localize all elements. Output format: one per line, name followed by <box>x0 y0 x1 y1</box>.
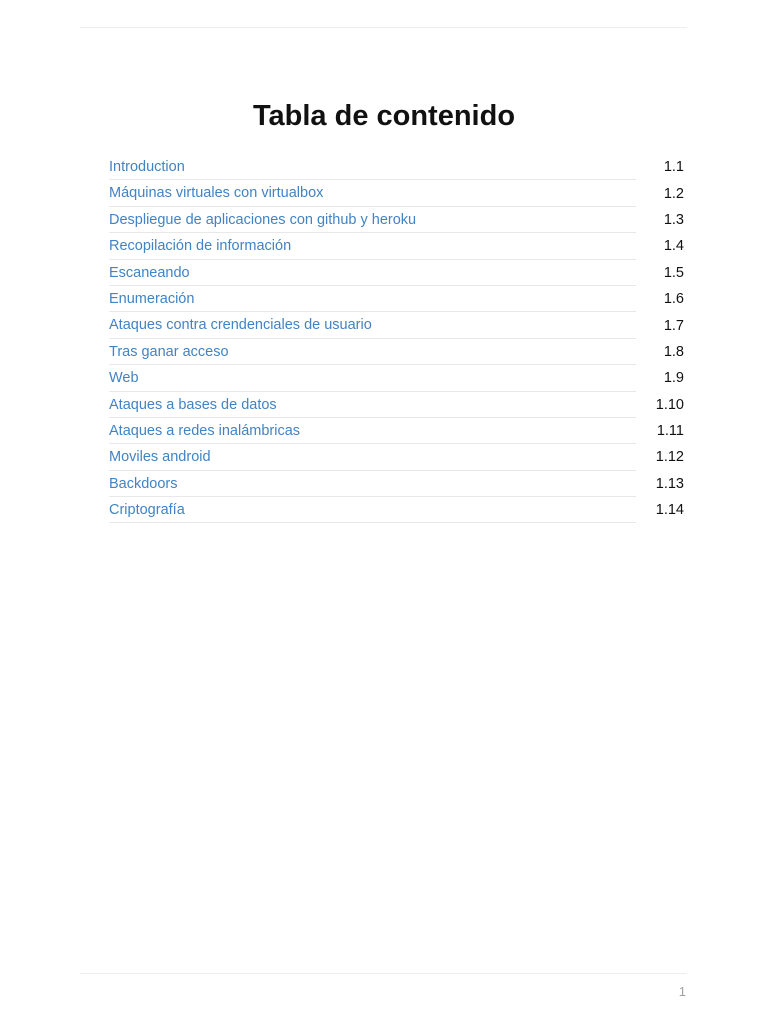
toc-row <box>109 312 684 338</box>
toc-row <box>109 260 684 286</box>
toc-row <box>109 233 684 259</box>
toc-row <box>109 365 684 391</box>
toc-section-number: 1.13 <box>655 475 684 492</box>
toc-link[interactable]: Ataques a redes inalámbricas <box>109 418 636 444</box>
toc-row <box>109 180 684 206</box>
footer-divider <box>80 973 687 974</box>
toc-section-number: 1.8 <box>663 343 684 360</box>
toc-link[interactable]: Máquinas virtuales con virtualbox <box>109 180 636 206</box>
page-title: Tabla de contenido <box>252 100 516 132</box>
toc-row <box>109 207 684 233</box>
toc-row <box>109 497 684 523</box>
toc-link[interactable]: Web <box>109 365 636 391</box>
toc-link[interactable]: Moviles android <box>109 444 636 470</box>
toc-row <box>109 418 684 444</box>
toc-link[interactable]: Ataques contra crendenciales de usuario <box>109 312 636 338</box>
toc-section-number: 1.7 <box>663 317 684 334</box>
toc-section-number: 1.1 <box>663 159 684 176</box>
toc-link[interactable]: Enumeración <box>109 286 636 312</box>
toc-link[interactable]: Introduction <box>109 154 636 180</box>
toc-link[interactable]: Recopilación de información <box>109 233 636 259</box>
toc-row <box>109 286 684 312</box>
toc-section-number: 1.3 <box>663 211 684 228</box>
toc-section-number: 1.10 <box>655 396 684 413</box>
toc-section-number: 1.11 <box>656 423 684 440</box>
toc-link[interactable]: Ataques a bases de datos <box>109 392 636 418</box>
toc-link[interactable]: Escaneando <box>109 260 636 286</box>
toc-section-number: 1.9 <box>663 370 684 387</box>
toc-section-number: 1.6 <box>663 291 684 308</box>
toc-link[interactable]: Backdoors <box>109 471 636 497</box>
toc-section-number: 1.12 <box>655 449 684 466</box>
toc-row <box>109 154 684 180</box>
toc-link[interactable]: Criptografía <box>109 497 636 523</box>
toc-row <box>109 392 684 418</box>
toc-section-number: 1.2 <box>663 185 684 202</box>
toc-row <box>109 339 684 365</box>
toc-section-number: 1.4 <box>663 238 684 255</box>
toc-link[interactable]: Despliegue de aplicaciones con github y heroku <box>109 207 636 233</box>
table-of-contents <box>109 154 684 523</box>
toc-link[interactable]: Tras ganar acceso <box>109 339 636 365</box>
toc-section-number: 1.5 <box>663 264 684 281</box>
toc-row <box>109 444 684 470</box>
toc-row <box>109 471 684 497</box>
header-divider <box>80 27 687 28</box>
toc-section-number: 1.14 <box>655 502 684 519</box>
page-number: 1 <box>678 984 686 999</box>
